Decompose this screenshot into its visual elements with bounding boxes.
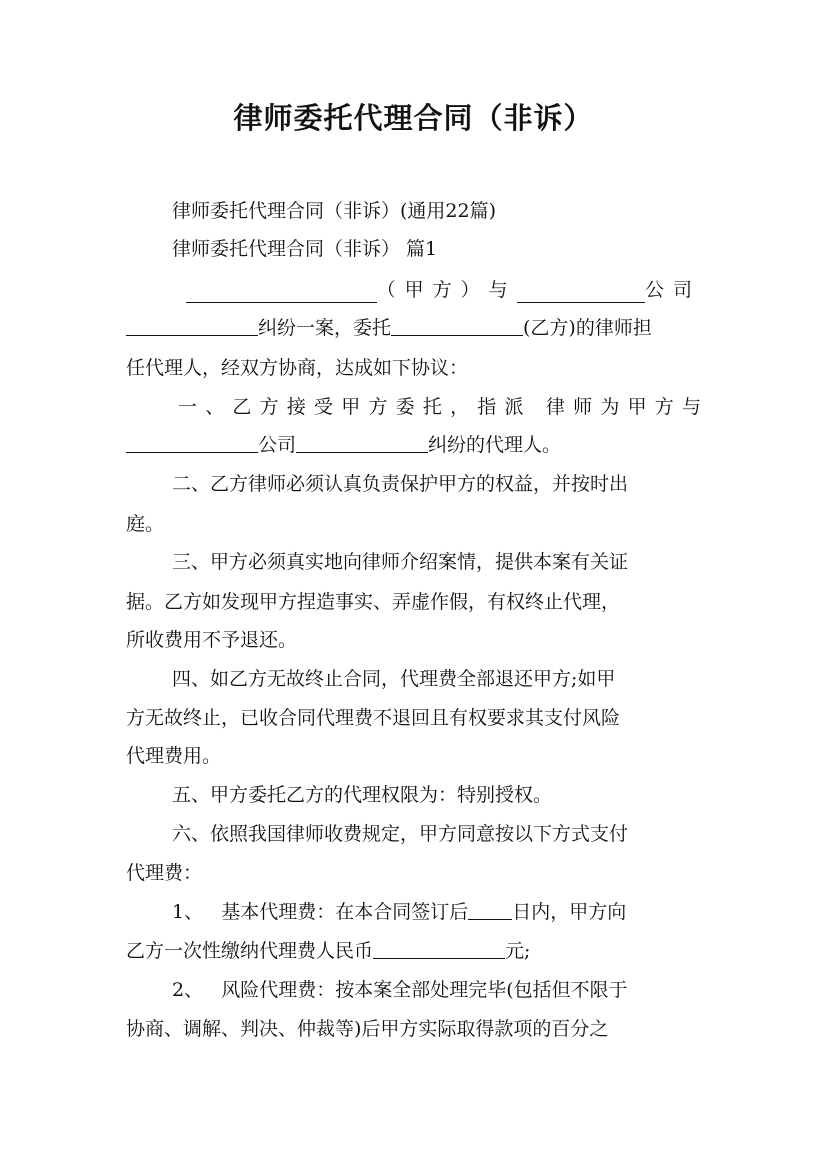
- text-segment: 元;: [505, 940, 531, 962]
- text-segment: 纠纷的代理人。: [428, 434, 562, 456]
- company-label: 公司: [644, 279, 701, 301]
- document-title: 律师委托代理合同（非诉）: [233, 101, 594, 135]
- blank-amount: [373, 938, 505, 959]
- contract-line: [126, 432, 701, 458]
- contract-line-parties: [186, 277, 701, 303]
- section-heading: 律师委托代理合同（非诉） 篇1: [172, 238, 438, 260]
- clause-1: 一、乙方接受甲方委托，指派 律师为甲方与: [178, 396, 701, 418]
- contract-line: 所收费用不予退还。: [126, 629, 298, 651]
- contract-line: [126, 938, 701, 964]
- clause-6: 六、依照我国律师收费规定，甲方同意按以下方式支付: [172, 823, 629, 845]
- text-segment: (乙方)的律师担: [523, 317, 652, 339]
- fee-item-2: 2、 风险代理费：按本案全部处理完毕(包括但不限于: [172, 979, 628, 1001]
- blank-party-a: [186, 282, 377, 303]
- clause-4: 四、如乙方无故终止合同，代理费全部退还甲方;如甲: [172, 668, 616, 690]
- blank-company: [517, 282, 645, 303]
- blank-days: [468, 899, 512, 920]
- contract-line: 据。乙方如发现甲方捏造事实、弄虚作假，有权终止代理，: [126, 591, 621, 613]
- blank-field: [126, 432, 258, 453]
- contract-line: 协商、调解、判决、仲裁等)后甲方实际取得款项的百分之: [126, 1018, 609, 1040]
- text-segment: 纠纷一案，委托: [258, 317, 392, 339]
- contract-line: 庭。: [126, 513, 165, 535]
- blank-field: [391, 315, 523, 336]
- blank-field: [296, 432, 428, 453]
- contract-line: 任代理人，经双方协商，达成如下协议：: [126, 357, 469, 379]
- contract-line: 代理费用。: [126, 745, 222, 767]
- contract-line: 代理费：: [126, 862, 203, 884]
- text-segment: 1、 基本代理费：在本合同签订后: [172, 901, 469, 923]
- fee-item-1: [172, 899, 701, 925]
- text-segment: 日内，甲方向: [512, 901, 627, 923]
- clause-2: 二、乙方律师必须认真负责保护甲方的权益，并按时出: [172, 473, 629, 495]
- text-segment: 乙方一次性缴纳代理费人民币: [126, 940, 374, 962]
- document-subtitle: 律师委托代理合同（非诉）(通用22篇): [172, 200, 497, 222]
- party-a-label: （甲方）与: [376, 279, 517, 301]
- clause-3: 三、甲方必须真实地向律师介绍案情，提供本案有关证: [172, 551, 629, 573]
- contract-line: [126, 315, 701, 341]
- text-segment: 公司: [258, 434, 297, 456]
- blank-field: [126, 315, 258, 336]
- contract-line: 方无故终止，已收合同代理费不退回且有权要求其支付风险: [126, 707, 621, 729]
- clause-5: 五、甲方委托乙方的代理权限为：特别授权。: [172, 784, 553, 806]
